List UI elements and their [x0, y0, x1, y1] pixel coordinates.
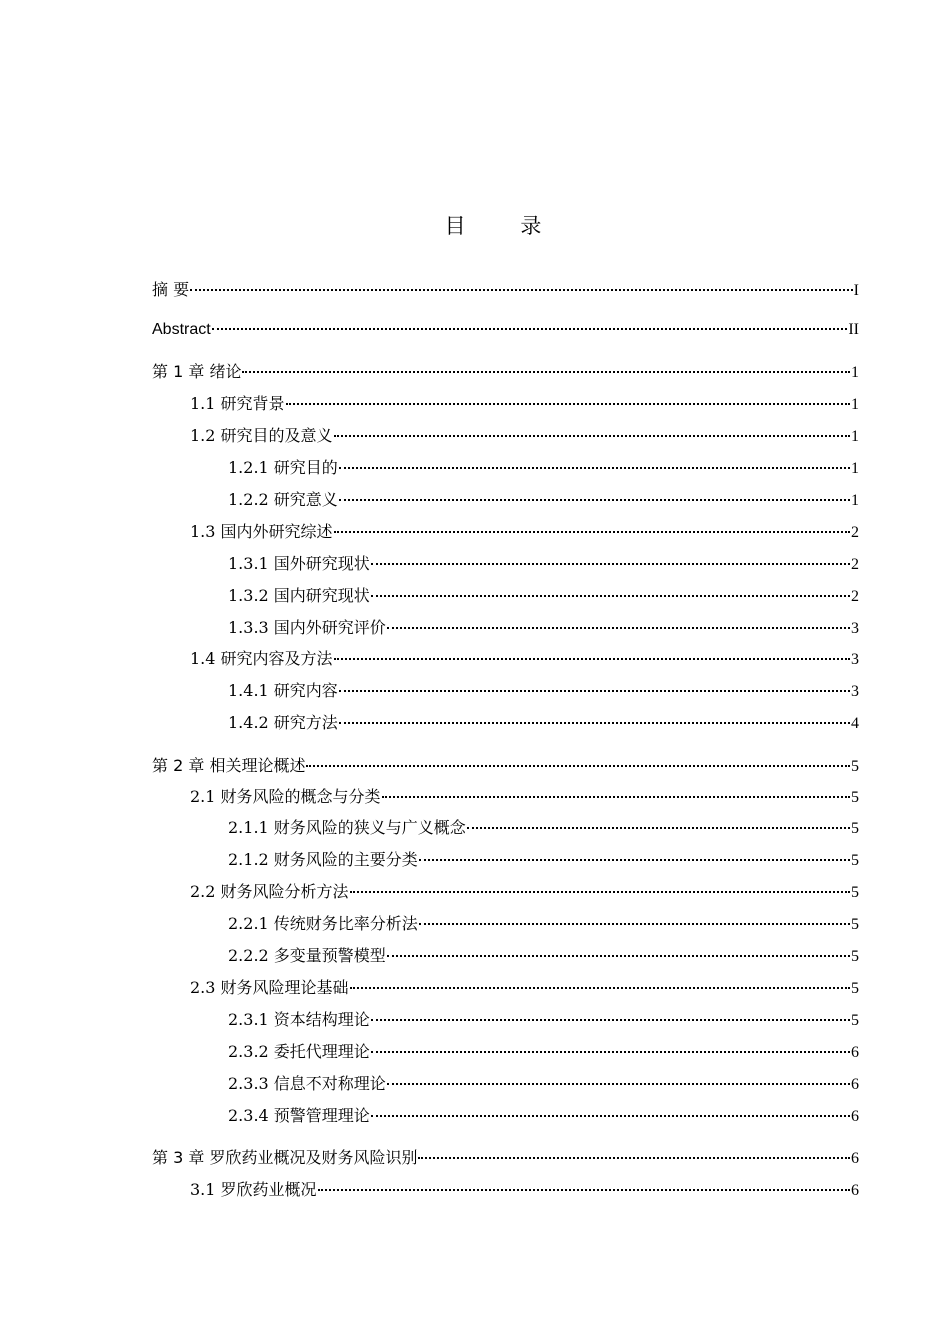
toc-entry-label: 第 3 章 罗欣药业概况及财务风险识别 — [152, 1148, 418, 1167]
toc-entry-chapter-3[interactable] — [152, 1146, 859, 1170]
toc-entry-page: 2 — [851, 556, 859, 573]
dot-leader — [371, 595, 850, 597]
dot-leader — [350, 891, 850, 893]
toc-entry-page: 5 — [851, 884, 859, 901]
toc-entry-page: 6 — [851, 1150, 859, 1167]
toc-entry-label: 2.3.2 委托代理理论 — [228, 1042, 370, 1061]
toc-entry-label: 2.3.3 信息不对称理论 — [228, 1074, 386, 1093]
toc-entry-subsection[interactable] — [228, 456, 859, 480]
dot-leader — [334, 531, 850, 533]
toc-entry-subsection[interactable] — [228, 1104, 859, 1128]
toc-entry-abstract-cn[interactable] — [152, 278, 859, 302]
toc-entry-label: 1.4.1 研究内容 — [228, 681, 338, 700]
toc-entry-page: 5 — [851, 948, 859, 965]
toc-entry-subsection[interactable] — [228, 816, 859, 840]
toc-entry-label: 1.4.2 研究方法 — [228, 713, 338, 732]
toc-entry-subsection[interactable] — [228, 1040, 859, 1064]
dot-leader — [419, 859, 850, 861]
dot-leader — [334, 658, 850, 660]
toc-entry-label: 1.1 研究背景 — [190, 394, 285, 413]
toc-entry-label: 2.1.2 财务风险的主要分类 — [228, 850, 418, 869]
toc-entry-subsection[interactable] — [228, 1008, 859, 1032]
toc-entry-subsection[interactable] — [228, 1072, 859, 1096]
toc-entry-subsection[interactable] — [228, 679, 859, 703]
toc-entry-subsection[interactable] — [228, 488, 859, 512]
toc-entry-label: 1.2 研究目的及意义 — [190, 426, 333, 445]
dot-leader — [339, 690, 850, 692]
toc-entry-subsection[interactable] — [228, 584, 859, 608]
toc-entry-label: 1.3 国内外研究综述 — [190, 522, 333, 541]
toc-entry-label: 3.1 罗欣药业概况 — [190, 1180, 317, 1199]
toc-entry-page: 5 — [851, 758, 859, 775]
toc-entry-label: 1.2.1 研究目的 — [228, 458, 338, 477]
dot-leader — [387, 1083, 850, 1085]
toc-entry-label: 1.3.2 国内研究现状 — [228, 586, 370, 605]
toc-entry-section[interactable] — [190, 1178, 859, 1202]
toc-entry-page: 6 — [851, 1044, 859, 1061]
dot-leader — [318, 1189, 850, 1191]
toc-title: 目 录 — [444, 214, 566, 238]
toc-entry-label: 2.2 财务风险分析方法 — [190, 882, 349, 901]
dot-leader — [387, 627, 850, 629]
toc-entry-page: 3 — [851, 620, 859, 637]
toc-entry-chapter-1[interactable] — [152, 360, 859, 384]
dot-leader — [286, 403, 850, 405]
toc-entry-subsection[interactable] — [228, 944, 859, 968]
toc-entry-page: 5 — [851, 1012, 859, 1029]
toc-entry-subsection[interactable] — [228, 848, 859, 872]
toc-entry-page: 6 — [851, 1182, 859, 1199]
toc-entry-label: 摘 要 — [152, 280, 190, 299]
dot-leader — [339, 467, 850, 469]
dot-leader — [419, 923, 850, 925]
toc-entry-chapter-2[interactable] — [152, 754, 859, 778]
toc-entry-page: 5 — [851, 980, 859, 997]
dot-leader — [212, 328, 848, 330]
toc-entry-page: 6 — [851, 1108, 859, 1125]
dot-leader — [350, 987, 850, 989]
dot-leader — [334, 435, 850, 437]
dot-leader — [467, 827, 850, 829]
dot-leader — [190, 289, 853, 291]
toc-entry-page: 5 — [851, 820, 859, 837]
toc-entry-label: 1.4 研究内容及方法 — [190, 649, 333, 668]
dot-leader — [371, 1051, 850, 1053]
toc-entry-page: 2 — [851, 588, 859, 605]
toc-entry-abstract-en[interactable] — [152, 318, 859, 342]
dot-leader — [371, 1019, 850, 1021]
toc-entry-subsection[interactable] — [228, 711, 859, 735]
toc-entry-page: 1 — [851, 364, 859, 381]
toc-entry-page: II — [848, 321, 859, 338]
toc-entry-label: 1.3.1 国外研究现状 — [228, 554, 370, 573]
dot-leader — [339, 722, 850, 724]
toc-entry-page: 1 — [851, 428, 859, 445]
toc-entry-label: 2.3 财务风险理论基础 — [190, 978, 349, 997]
dot-leader — [418, 1157, 850, 1159]
toc-entry-page: 5 — [851, 852, 859, 869]
toc-entry-page: 2 — [851, 524, 859, 541]
toc-entry-label: 2.3.1 资本结构理论 — [228, 1010, 370, 1029]
dot-leader — [382, 796, 850, 798]
toc-entry-page: 1 — [851, 460, 859, 477]
dot-leader — [387, 955, 850, 957]
toc-entry-label: 1.2.2 研究意义 — [228, 490, 338, 509]
dot-leader — [306, 765, 850, 767]
toc-entry-subsection[interactable] — [228, 912, 859, 936]
toc-entry-section[interactable] — [190, 785, 859, 809]
toc-entry-label: 2.2.2 多变量预警模型 — [228, 946, 386, 965]
toc-entry-section[interactable] — [190, 880, 859, 904]
toc-entry-page: 5 — [851, 789, 859, 806]
toc-entry-label: 2.1.1 财务风险的狭义与广义概念 — [228, 818, 466, 837]
toc-entry-page: 5 — [851, 916, 859, 933]
dot-leader — [242, 371, 850, 373]
toc-entry-subsection[interactable] — [228, 616, 859, 640]
toc-entry-label: 1.3.3 国内外研究评价 — [228, 618, 386, 637]
toc-entry-page: 1 — [851, 396, 859, 413]
toc-entry-section[interactable] — [190, 392, 859, 416]
toc-entry-label: Abstract — [152, 321, 211, 338]
toc-entry-section[interactable] — [190, 424, 859, 448]
dot-leader — [339, 499, 850, 501]
toc-entry-section[interactable] — [190, 976, 859, 1000]
toc-entry-page: 3 — [851, 683, 859, 700]
toc-entry-label: 2.1 财务风险的概念与分类 — [190, 787, 381, 806]
toc-entry-label: 第 2 章 相关理论概述 — [152, 756, 306, 775]
toc-entry-label: 第 1 章 绪论 — [152, 362, 242, 381]
toc-entry-subsection[interactable] — [228, 552, 859, 576]
toc-entry-page: 1 — [851, 492, 859, 509]
dot-leader — [371, 1115, 850, 1117]
toc-entry-section[interactable] — [190, 520, 859, 544]
toc-entry-label: 2.2.1 传统财务比率分析法 — [228, 914, 418, 933]
toc-entry-section[interactable] — [190, 647, 859, 671]
toc-entry-page: 6 — [851, 1076, 859, 1093]
toc-entry-page: I — [853, 282, 859, 299]
dot-leader — [371, 563, 850, 565]
toc-entry-page: 4 — [851, 715, 859, 732]
toc-entry-page: 3 — [851, 651, 859, 668]
toc-entry-label: 2.3.4 预警管理理论 — [228, 1106, 370, 1125]
